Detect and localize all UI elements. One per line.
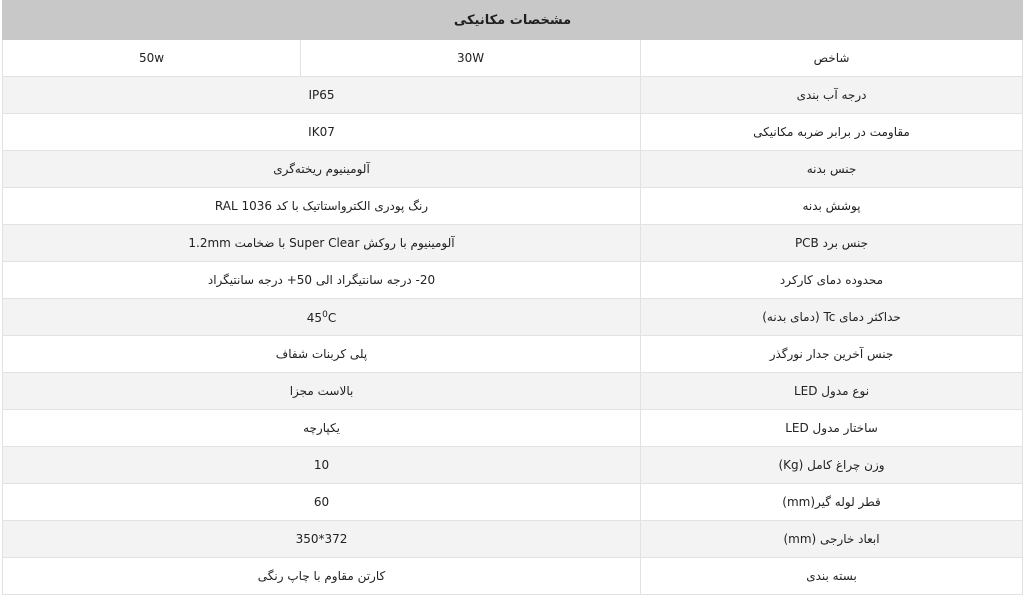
- spec-value: IK07: [3, 114, 641, 151]
- spec-value: کارتن مقاوم با چاپ رنگی: [3, 558, 641, 595]
- spec-value: بالاست مجزا: [3, 373, 641, 410]
- table-row: [3, 447, 1023, 484]
- spec-label: ابعاد خارجی (mm): [641, 521, 1023, 558]
- temperature-number: 45: [306, 310, 323, 325]
- table-header-row: [3, 40, 1023, 77]
- table-row: [3, 373, 1023, 410]
- table-row: [3, 225, 1023, 262]
- spec-value: یکپارچه: [3, 410, 641, 447]
- table-row: [3, 410, 1023, 447]
- spec-label: محدوده دمای کارکرد: [641, 262, 1023, 299]
- spec-label: درجه آب بندی: [641, 77, 1023, 114]
- table-row: [3, 114, 1023, 151]
- table-row: [3, 521, 1023, 558]
- spec-label: پوشش بدنه: [641, 188, 1023, 225]
- spec-value: رنگ پودری الکترواستاتیک با کد RAL 1036: [3, 188, 641, 225]
- spec-value: 10: [3, 447, 641, 484]
- spec-label: وزن چراغ کامل (Kg): [641, 447, 1023, 484]
- table-row: [3, 484, 1023, 521]
- table-title: مشخصات مکانیکی: [3, 1, 1023, 40]
- table-row: [3, 299, 1023, 336]
- spec-label: جنس برد PCB: [641, 225, 1023, 262]
- spec-value: [3, 299, 641, 336]
- table-row: [3, 151, 1023, 188]
- header-label-cell: شاخص: [641, 40, 1023, 77]
- spec-value: IP65: [3, 77, 641, 114]
- mechanical-specs-table: [2, 0, 1023, 595]
- spec-value: آلومینیوم با روکش Super Clear با ضخامت 1.2mm: [3, 225, 641, 262]
- spec-label: جنس آخرین جدار نورگذر: [641, 336, 1023, 373]
- temperature-value: [307, 311, 336, 325]
- header-30w-cell: 30W: [301, 40, 641, 77]
- table-row: [3, 77, 1023, 114]
- temperature-unit: C: [327, 310, 337, 325]
- spec-value: پلی کربنات شفاف: [3, 336, 641, 373]
- table-row: [3, 558, 1023, 595]
- spec-value: آلومینیوم ریخته‌گری: [3, 151, 641, 188]
- spec-label: حداکثر دمای Tc (دمای بدنه): [641, 299, 1023, 336]
- spec-value: 60: [3, 484, 641, 521]
- spec-label: قطر لوله گیر(mm): [641, 484, 1023, 521]
- header-50w-cell: 50w: [3, 40, 301, 77]
- table-row: [3, 188, 1023, 225]
- spec-label: مقاومت در برابر ضربه مکانیکی: [641, 114, 1023, 151]
- spec-label: ساختار مدول LED: [641, 410, 1023, 447]
- degree-superscript: 0: [322, 309, 328, 320]
- table-row: [3, 336, 1023, 373]
- spec-value: 20- درجه سانتیگراد الی 50+ درجه سانتیگراد: [3, 262, 641, 299]
- spec-label: جنس بدنه: [641, 151, 1023, 188]
- spec-value: 372*350: [3, 521, 641, 558]
- table-title-row: [3, 1, 1023, 40]
- table-row: [3, 262, 1023, 299]
- spec-label: نوع مدول LED: [641, 373, 1023, 410]
- spec-label: بسته بندی: [641, 558, 1023, 595]
